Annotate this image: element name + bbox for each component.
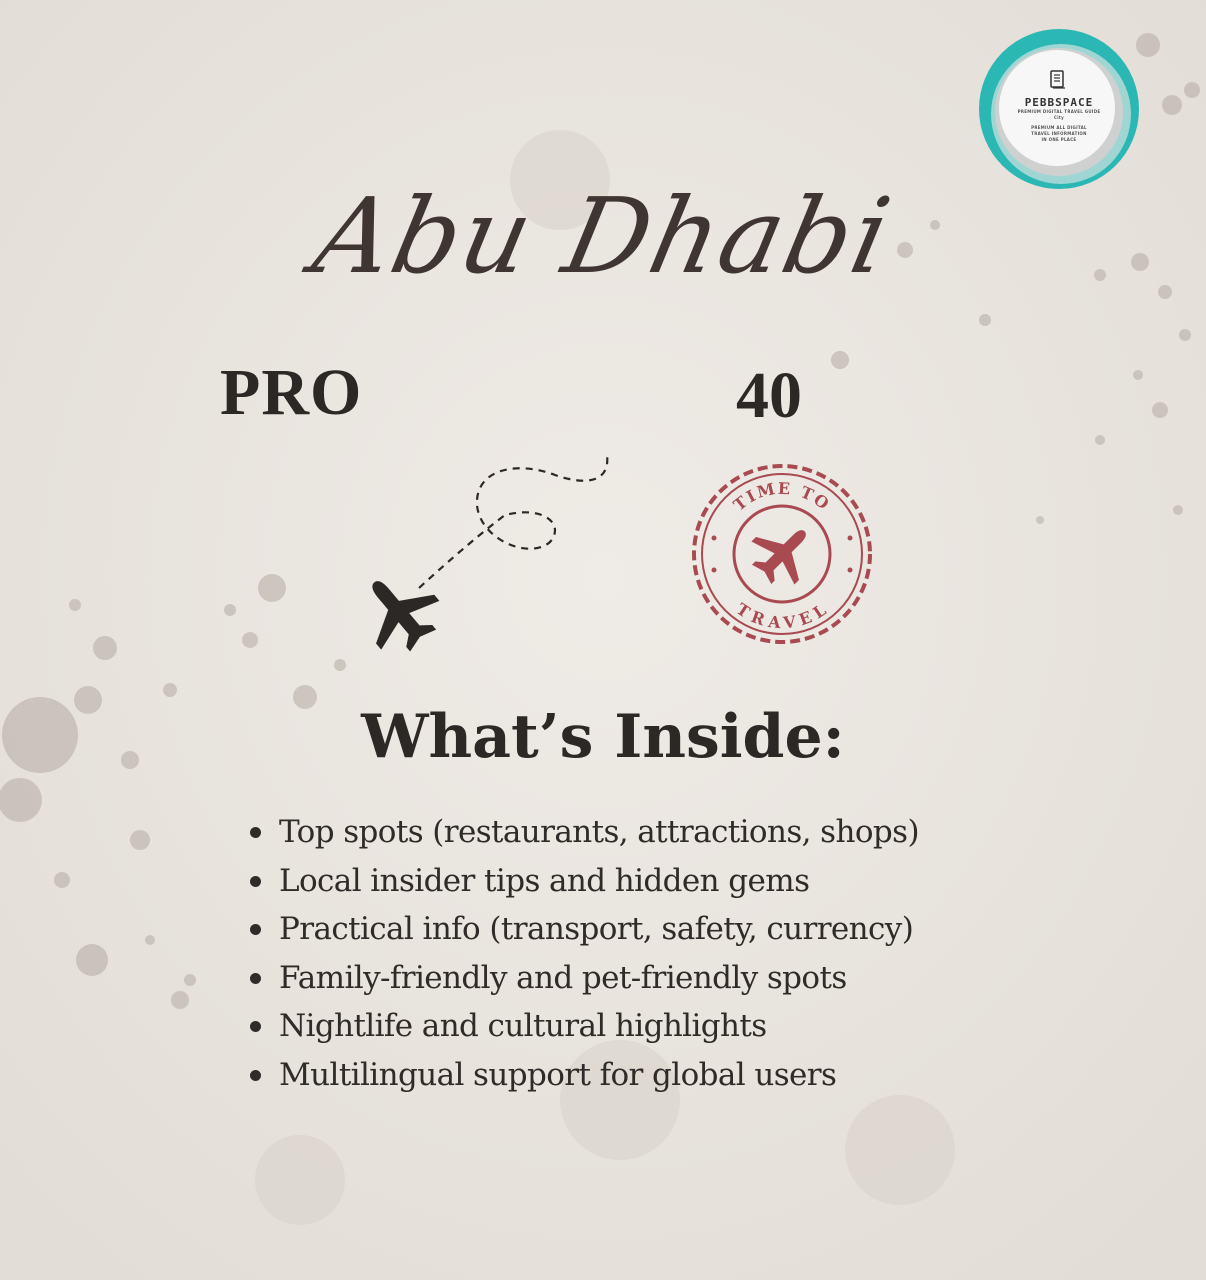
edition-label: PRO	[220, 356, 363, 429]
bullet-icon	[250, 973, 261, 984]
edition-number: 40	[736, 359, 802, 432]
stamp-bottom-text: TRAVEL	[732, 599, 832, 633]
brand-tagline-1: PREMIUM ALL DIGITAL	[1031, 125, 1087, 130]
airplane-icon	[740, 510, 826, 596]
brand-city: City	[1053, 115, 1065, 120]
brand-tagline-3: IN ONE PLACE	[1041, 137, 1077, 142]
flight-path-illustration	[355, 445, 625, 655]
svg-text:TRAVEL	[733, 599, 831, 632]
feature-text: Nightlife and cultural highlights	[279, 1008, 767, 1044]
brand-name: PEBBSPACE	[1024, 96, 1094, 109]
list-item	[248, 808, 919, 857]
bullet-icon	[250, 1070, 261, 1081]
feature-text: Multilingual support for global users	[279, 1056, 837, 1093]
feature-list	[248, 808, 919, 1099]
feature-text: Practical info (transport, safety, currency)	[279, 911, 914, 947]
list-item	[248, 1002, 919, 1051]
section-heading: What’s Inside:	[361, 702, 845, 772]
brand-subtitle: PREMIUM DIGITAL TRAVEL GUIDE	[1017, 109, 1101, 114]
dashed-flight-path	[419, 455, 607, 588]
brand-tagline-2: TRAVEL INFORMATION	[1031, 131, 1087, 136]
time-to-travel-stamp	[686, 458, 878, 650]
brand-logo-text	[1000, 66, 1118, 143]
list-item	[248, 857, 919, 906]
page-title: Abu Dhabi	[304, 175, 902, 297]
list-item	[248, 905, 919, 954]
feature-text: Top spots (restaurants, attractions, shops)	[279, 814, 919, 850]
svg-text:TIME TO	[730, 479, 834, 515]
airplane-icon	[355, 558, 452, 655]
feature-text: Family-friendly and pet-friendly spots	[279, 959, 847, 996]
bullet-icon	[250, 827, 261, 838]
feature-text: Local insider tips and hidden gems	[279, 862, 810, 899]
bullet-icon	[250, 876, 261, 887]
bullet-icon	[250, 1021, 261, 1032]
stamp-top-text: TIME TO	[729, 478, 835, 515]
list-item	[248, 1051, 919, 1100]
list-item	[248, 954, 919, 1003]
bullet-icon	[250, 924, 261, 935]
